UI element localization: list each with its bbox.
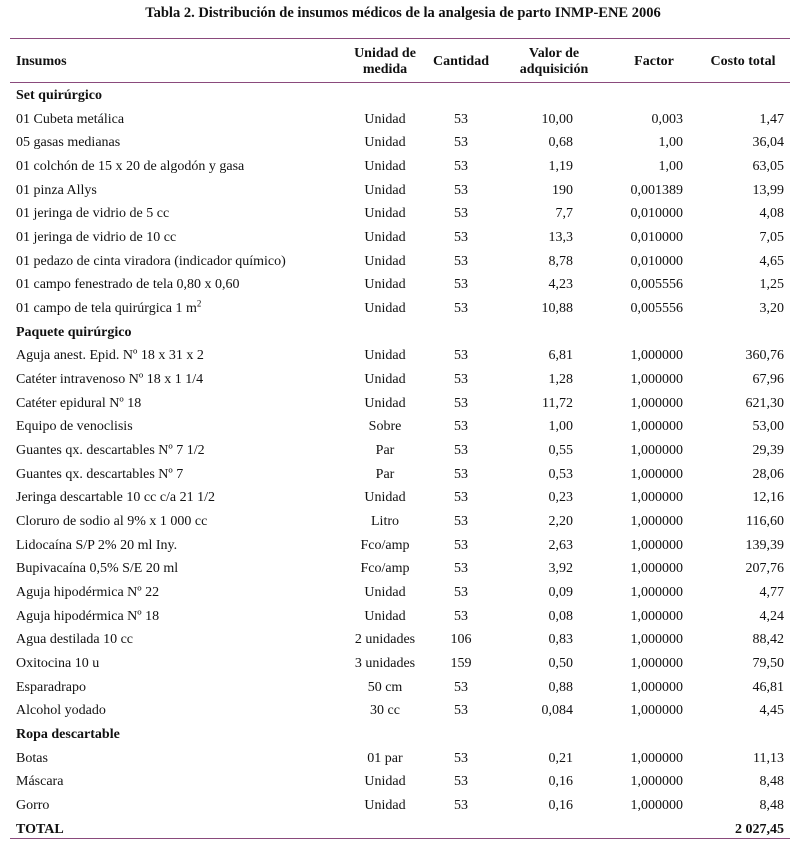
cell-factor: 1,000000	[630, 703, 683, 719]
cell-factor: 0,003	[651, 111, 683, 127]
cell-cantidad: 53	[454, 230, 468, 246]
table-row	[0, 345, 806, 369]
cell-valor: 2,20	[548, 514, 573, 530]
cell-unidad: Unidad	[364, 490, 406, 506]
cell-valor: 1,28	[548, 372, 573, 388]
cell-factor: 1,000000	[630, 537, 683, 553]
cell-insumo: Máscara	[16, 774, 64, 790]
cell-cantidad: 53	[454, 277, 468, 293]
cell-valor: 8,78	[548, 253, 573, 269]
cell-unidad: Unidad	[364, 585, 406, 601]
cell-factor: 1,000000	[630, 395, 683, 411]
cell-costo: 116,60	[746, 514, 784, 530]
cell-insumo: 01 jeringa de vidrio de 10 cc	[16, 230, 177, 246]
cell-factor: 1,000000	[630, 585, 683, 601]
cell-valor: 0,09	[548, 585, 573, 601]
cell-costo: 88,42	[752, 632, 784, 648]
cell-factor: 1,000000	[630, 514, 683, 530]
table-row	[0, 393, 806, 417]
bottom-rule	[10, 838, 790, 839]
cell-insumo: Oxitocina 10 u	[16, 656, 100, 672]
cell-unidad: 01 par	[367, 750, 403, 766]
cell-valor: 0,83	[548, 632, 573, 648]
cell-valor: 0,68	[548, 135, 573, 151]
cell-valor: 0,23	[548, 490, 573, 506]
table-row	[0, 416, 806, 440]
cell-costo: 139,39	[745, 537, 784, 553]
cell-insumo: Lidocaína S/P 2% 20 ml Iny.	[16, 537, 178, 553]
cell-unidad: 3 unidades	[354, 656, 416, 672]
cell-insumo: Guantes qx. descartables Nº 7 1/2	[16, 443, 205, 459]
top-rule	[10, 38, 790, 39]
table-body	[0, 85, 806, 843]
cell-cantidad: 53	[454, 443, 468, 459]
table-row	[0, 369, 806, 393]
cell-factor: 1,000000	[630, 419, 683, 435]
superscript: 2	[196, 298, 202, 309]
header-unidad	[340, 44, 430, 80]
cell-costo: 11,13	[753, 750, 784, 766]
cell-costo: 53,00	[752, 419, 784, 435]
cell-cantidad: 53	[454, 348, 468, 364]
cell-costo: 4,45	[759, 703, 784, 719]
cell-valor: 0,88	[548, 679, 573, 695]
cell-unidad: Unidad	[364, 774, 406, 790]
table-row	[0, 771, 806, 795]
cell-costo: 36,04	[752, 135, 784, 151]
cell-cantidad: 53	[454, 182, 468, 198]
table-row	[0, 251, 806, 275]
cell-costo: 63,05	[752, 159, 784, 175]
cell-costo: 360,76	[745, 348, 784, 364]
cell-unidad: Par	[375, 466, 395, 482]
cell-insumo: Cloruro de sodio al 9% x 1 000 cc	[16, 514, 208, 530]
cell-factor: 1,000000	[630, 372, 683, 388]
cell-factor: 1,000000	[630, 656, 683, 672]
cell-valor: 190	[552, 182, 573, 198]
cell-cantidad: 53	[454, 679, 468, 695]
cell-valor: 2,63	[548, 537, 573, 553]
cell-insumo: TOTAL	[16, 821, 64, 837]
cell-cantidad: 53	[454, 111, 468, 127]
table-row	[0, 629, 806, 653]
cell-costo: 2 027,45	[735, 821, 784, 837]
cell-insumo: 01 pinza Allys	[16, 182, 97, 198]
table-row	[0, 440, 806, 464]
cell-factor: 1,000000	[630, 632, 683, 648]
table-row	[0, 558, 806, 582]
cell-valor: 0,50	[548, 656, 573, 672]
cell-valor: 0,16	[548, 774, 573, 790]
cell-costo: 29,39	[752, 443, 784, 459]
cell-insumo: 05 gasas medianas	[16, 135, 121, 151]
cell-costo: 1,25	[759, 277, 784, 293]
cell-valor: 0,084	[541, 703, 573, 719]
cell-insumo: Agua destilada 10 cc	[16, 632, 134, 648]
cell-insumo: Alcohol yodado	[16, 703, 106, 719]
table-row	[0, 227, 806, 251]
cell-valor: 1,00	[548, 419, 573, 435]
table-row	[0, 487, 806, 511]
header-insumos: Insumos	[16, 54, 67, 69]
cell-insumo: Set quirúrgico	[16, 88, 102, 103]
cell-insumo: Catéter epidural Nº 18	[16, 395, 142, 411]
table-row	[0, 748, 806, 772]
cell-valor: 0,08	[548, 608, 573, 624]
cell-valor: 1,19	[548, 159, 573, 175]
cell-cantidad: 53	[454, 301, 468, 317]
cell-valor: 0,16	[548, 798, 573, 814]
table-row	[0, 606, 806, 630]
table-row	[0, 511, 806, 535]
table-row	[0, 582, 806, 606]
cell-insumo: Botas	[16, 750, 48, 766]
cell-cantidad: 53	[454, 159, 468, 175]
cell-unidad: Unidad	[364, 206, 406, 222]
cell-cantidad: 53	[454, 135, 468, 151]
header-cantidad: Cantidad	[432, 54, 490, 69]
cell-factor: 1,000000	[630, 750, 683, 766]
table-row	[0, 298, 806, 322]
cell-unidad: Unidad	[364, 372, 406, 388]
header-factor: Factor	[634, 54, 674, 69]
cell-costo: 621,30	[745, 395, 784, 411]
cell-cantidad: 53	[454, 395, 468, 411]
cell-unidad: 30 cc	[370, 703, 400, 719]
table-row	[0, 274, 806, 298]
header-rule	[10, 82, 790, 83]
cell-costo: 3,20	[759, 301, 784, 317]
cell-factor: 1,000000	[630, 679, 683, 695]
cell-valor: 7,7	[555, 206, 573, 222]
cell-valor: 0,53	[548, 466, 573, 482]
cell-cantidad: 53	[454, 585, 468, 601]
cell-costo: 8,48	[759, 774, 784, 790]
section-row	[0, 322, 806, 346]
cell-insumo: Bupivacaína 0,5% S/E 20 ml	[16, 561, 179, 577]
cell-insumo: Esparadrapo	[16, 679, 86, 695]
cell-unidad: Unidad	[364, 230, 406, 246]
cell-insumo: Equipo de venoclisis	[16, 419, 133, 435]
cell-costo: 7,05	[759, 230, 784, 246]
cell-insumo: Jeringa descartable 10 cc c/a 21 1/2	[16, 490, 216, 506]
cell-unidad: Sobre	[368, 419, 402, 435]
cell-insumo: Gorro	[16, 798, 50, 814]
cell-cantidad: 53	[454, 608, 468, 624]
cell-valor: 11,72	[542, 395, 573, 411]
cell-valor: 0,55	[548, 443, 573, 459]
cell-unidad: Unidad	[364, 301, 406, 317]
table-row	[0, 795, 806, 819]
cell-insumo: 01 campo fenestrado de tela 0,80 x 0,60	[16, 277, 240, 293]
cell-costo: 1,47	[759, 111, 784, 127]
table-row	[0, 677, 806, 701]
cell-unidad: Unidad	[364, 277, 406, 293]
cell-costo: 8,48	[759, 798, 784, 814]
cell-factor: 1,000000	[630, 798, 683, 814]
cell-cantidad: 106	[450, 632, 472, 648]
cell-insumo: Catéter intravenoso Nº 18 x 1 1/4	[16, 372, 204, 388]
cell-factor: 1,00	[658, 159, 683, 175]
cell-factor: 1,00	[658, 135, 683, 151]
cell-cantidad: 53	[454, 372, 468, 388]
cell-cantidad: 53	[454, 419, 468, 435]
cell-cantidad: 53	[454, 490, 468, 506]
cell-unidad: Unidad	[364, 798, 406, 814]
cell-valor: 6,81	[548, 348, 573, 364]
cell-unidad: Unidad	[364, 159, 406, 175]
cell-factor: 1,000000	[630, 443, 683, 459]
cell-valor: 3,92	[548, 561, 573, 577]
cell-insumo: 01 jeringa de vidrio de 5 cc	[16, 206, 170, 222]
cell-costo: 4,77	[759, 585, 784, 601]
table-row	[0, 203, 806, 227]
cell-factor: 1,000000	[630, 466, 683, 482]
cell-factor: 0,005556	[630, 301, 683, 317]
table-row	[0, 132, 806, 156]
cell-valor: 10,88	[541, 301, 573, 317]
cell-factor: 0,010000	[630, 206, 683, 222]
cell-cantidad: 53	[454, 703, 468, 719]
cell-factor: 1,000000	[630, 348, 683, 364]
cell-costo: 28,06	[752, 466, 784, 482]
cell-unidad: Unidad	[364, 111, 406, 127]
cell-costo: 4,08	[759, 206, 784, 222]
cell-costo: 12,16	[752, 490, 784, 506]
table-row	[0, 180, 806, 204]
cell-cantidad: 53	[454, 514, 468, 530]
cell-valor: 0,21	[548, 750, 573, 766]
cell-costo: 46,81	[752, 679, 784, 695]
cell-unidad: Unidad	[364, 608, 406, 624]
cell-unidad: Unidad	[364, 135, 406, 151]
cell-cantidad: 53	[454, 750, 468, 766]
cell-costo: 13,99	[752, 182, 784, 198]
cell-unidad: Par	[375, 443, 395, 459]
header-valor	[504, 44, 604, 80]
cell-cantidad: 53	[454, 206, 468, 222]
cell-unidad: Fco/amp	[360, 537, 410, 553]
cell-factor: 1,000000	[630, 490, 683, 506]
cell-factor: 1,000000	[630, 608, 683, 624]
cell-cantidad: 53	[454, 466, 468, 482]
cell-insumo: 01 Cubeta metálica	[16, 111, 125, 127]
cell-cantidad: 53	[454, 774, 468, 790]
cell-valor: 10,00	[541, 111, 573, 127]
cell-insumo: Paquete quirúrgico	[16, 324, 132, 340]
header-unidad-line1: Unidad de	[354, 46, 416, 61]
cell-valor: 13,3	[548, 230, 573, 246]
cell-costo: 79,50	[752, 656, 784, 672]
cell-unidad: Fco/amp	[360, 561, 410, 577]
table-row	[0, 464, 806, 488]
header-valor-line2: adquisición	[519, 62, 589, 77]
cell-insumo: 01 campo de tela quirúrgica 1 $m^2$	[16, 298, 202, 317]
cell-insumo: Guantes qx. descartables Nº 7	[16, 466, 184, 482]
cell-costo: 207,76	[745, 561, 784, 577]
cell-insumo: Aguja hipodérmica Nº 22	[16, 585, 160, 601]
cell-unidad: Unidad	[364, 182, 406, 198]
cell-costo: 4,65	[759, 253, 784, 269]
section-row	[0, 724, 806, 748]
cell-factor: 0,010000	[630, 230, 683, 246]
cell-costo: 4,24	[759, 608, 784, 624]
cell-factor: 0,010000	[630, 253, 683, 269]
cell-costo: 67,96	[752, 372, 784, 388]
cell-cantidad: 53	[454, 253, 468, 269]
cell-factor: 1,000000	[630, 561, 683, 577]
cell-factor: 1,000000	[630, 774, 683, 790]
header-unidad-line2: medida	[362, 62, 408, 77]
cell-factor: 0,001389	[630, 182, 683, 198]
cell-insumo: Aguja hipodérmica Nº 18	[16, 608, 160, 624]
cell-unidad: 2 unidades	[354, 632, 416, 648]
table-row	[0, 535, 806, 559]
table-row	[0, 156, 806, 180]
section-row	[0, 85, 806, 109]
header-costo: Costo total	[710, 54, 776, 69]
cell-cantidad: 53	[454, 561, 468, 577]
cell-unidad: Unidad	[364, 348, 406, 364]
table-row	[0, 700, 806, 724]
cell-insumo: 01 pedazo de cinta viradora (indicador químico)	[16, 253, 286, 269]
cell-cantidad: 53	[454, 537, 468, 553]
table-title: Tabla 2. Distribución de insumos médicos de la analgesia de parto INMP-ENE 2006	[145, 5, 661, 21]
header-valor-line1: Valor de	[528, 46, 580, 61]
cell-unidad: Unidad	[364, 253, 406, 269]
cell-cantidad: 53	[454, 798, 468, 814]
cell-cantidad: 159	[450, 656, 472, 672]
cell-valor: 4,23	[548, 277, 573, 293]
cell-insumo: Aguja anest. Epid. Nº 18 x 31 x 2	[16, 348, 204, 364]
cell-factor: 0,005556	[630, 277, 683, 293]
cell-insumo: 01 colchón de 15 x 20 de algodón y gasa	[16, 159, 245, 175]
cell-unidad: Litro	[371, 514, 399, 530]
cell-unidad: Unidad	[364, 395, 406, 411]
table-row	[0, 109, 806, 133]
cell-insumo: Ropa descartable	[16, 727, 120, 743]
cell-unidad: 50 cm	[367, 679, 403, 695]
table-row	[0, 653, 806, 677]
